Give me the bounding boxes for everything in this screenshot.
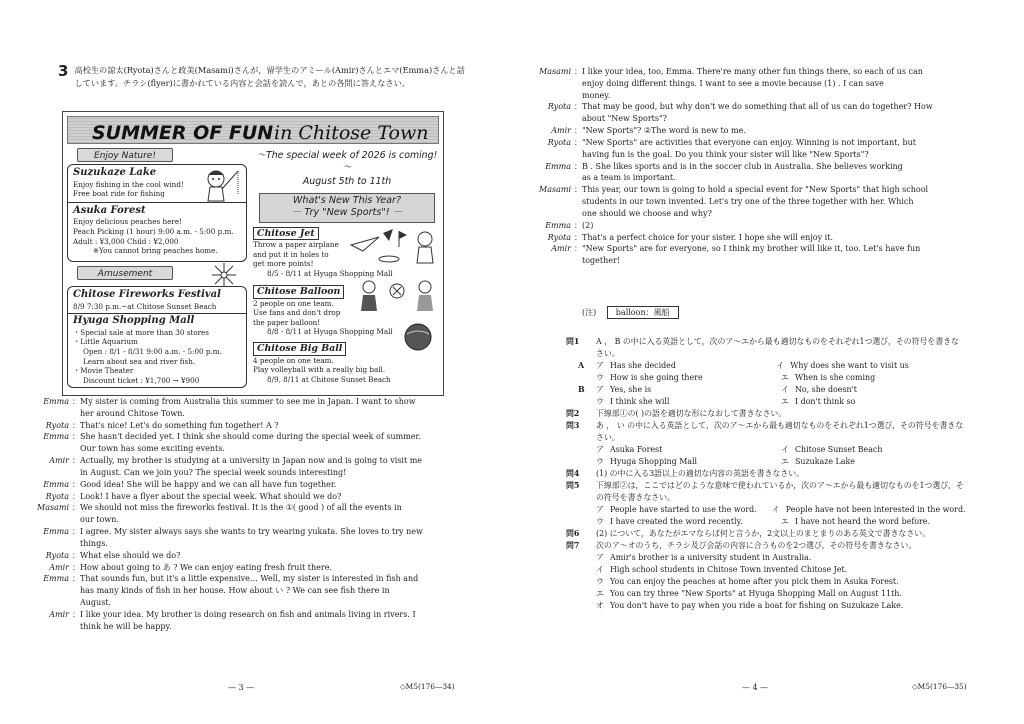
q1a-row1: A ア Has she decided イ Why does she want to visit us <box>566 360 966 372</box>
dialogue-line: Ryota ： That's nice! Let's do something fun together! A ? <box>10 420 450 432</box>
utterance: money. <box>582 90 611 100</box>
utterance: "New Sports" are for everyone, so I think my brother will like it, too. Let's have fun <box>582 244 921 254</box>
utterance: How about going to あ ? We can enjoy eating fresh fruit there. <box>80 562 332 572</box>
utterance: Our town has some exciting events. <box>80 444 225 454</box>
whats-new-sub: － Try "New Sports"! － <box>291 207 403 219</box>
question-intro <box>58 64 468 89</box>
choice-key: ア <box>596 445 604 455</box>
q3-row2 <box>566 456 966 468</box>
choice-text: How is she going there <box>610 373 703 383</box>
choice-text: Has she decided <box>610 361 676 371</box>
event-chitose-jet <box>253 227 441 279</box>
note <box>582 306 679 319</box>
q5 <box>566 480 966 504</box>
speaker <box>10 467 72 479</box>
balloon-when: 8/8 - 8/11 at Hyuga Shopping Mall <box>267 327 393 337</box>
choice-text: Yes, she is <box>610 385 652 395</box>
nature-box <box>67 164 247 262</box>
utterance: B . She likes sports and is in the soccer club in Australia. She believes working <box>582 161 903 171</box>
mall-line: Discount ticket : ¥1,700 → ¥900 <box>83 375 200 385</box>
fireworks-title: Chitose Fireworks Festival <box>73 289 221 300</box>
choice-key: イ <box>781 445 789 455</box>
q1b-row1: B ア Yes, she is イ No, she doesn't <box>566 384 966 396</box>
speaker <box>10 621 72 633</box>
speaker: Amir <box>49 562 69 572</box>
mall-line: ・Movie Theater <box>73 366 134 376</box>
dialogue-line <box>10 443 450 455</box>
q5-row2 <box>566 516 966 528</box>
intro-text: 高校生の諒太(Ryota)さんと政美(Masami)さんが，留学生のアミール(Amir)さんとエマ(Emma)さんと話しています。チラシ(flyer)に書かれている内容と会話を読んで，あとの各問に答えなさい。 <box>74 65 465 88</box>
whats-new-title: What's New This Year? <box>292 194 402 206</box>
utterance: her around Chitose Town. <box>80 408 185 418</box>
utterance: That sounds fun, but it's a little expensive… Well, my sister is interested in fish and <box>80 574 419 584</box>
balloon-line: 2 people on one team. <box>253 298 334 308</box>
speaker: Emma <box>43 397 69 406</box>
balloon-line: the paper balloon! <box>253 317 321 327</box>
speaker: Emma <box>43 479 69 489</box>
dialogue-line: Amir ： How about going to あ ? We can enjoy eating fresh fruit there. <box>10 562 450 574</box>
dialogue-line: Ryota ： "New Sports" are activities that everyone can enjoy. Winning is not important, but <box>512 137 970 149</box>
utterance: in August. Can we join you? The special week sounds interesting! <box>80 467 347 477</box>
choice-text: People have not been interested in the word. <box>785 505 966 515</box>
questions <box>566 336 966 612</box>
choice-key: ウ <box>596 517 604 527</box>
dialogue-line: Emma ： I agree. My sister always says she wants to try wearing yukata. She loves to try new <box>10 526 450 538</box>
dialogue-line: Amir ： "New Sports" are for everyone, so I think my brother will like it, too. Let's have fun <box>512 243 970 255</box>
q7-choice <box>566 576 966 588</box>
choice-key: エ <box>781 517 789 527</box>
choice-key: エ <box>781 397 789 407</box>
speaker <box>10 514 72 526</box>
utterance: Good idea! She will be happy and we can all have fun together. <box>80 479 337 489</box>
q3-text: あ ， い の中に入る英語として，次のア～エから最も適切なものをそれぞれ1つ選び，その符号を書きなさい。 <box>596 421 964 443</box>
choice-key: エ <box>596 589 604 599</box>
banner-subtitle: in Chitose Town <box>274 122 429 144</box>
utterance: That may be good, but why don't we do something that all of us can do together? How <box>582 102 933 112</box>
choice-text: You don't have to pay when you ride a boat for fishing on Suzukaze Lake. <box>610 601 904 611</box>
speaker: Emma <box>43 527 69 537</box>
q5-text: 下線部②は，ここではどのような意味で使われているか，次のア～エから最も適切なものを1つ選び，その符号を書きなさい。 <box>596 481 964 503</box>
choice-text: High school students in Chitose Town invented Chitose Jet. <box>610 565 848 575</box>
mall-line: ・Little Aquarium <box>73 337 138 347</box>
speaker: Masami <box>37 503 69 513</box>
forest-line: Enjoy delicious peaches here! <box>73 217 182 227</box>
utterance: students in our town invented. Let's try one of the three together with her. Which <box>582 197 914 207</box>
dialogue-line: Emma ： (2) <box>512 220 970 232</box>
speaker <box>512 149 574 161</box>
choice-key: ウ <box>596 577 604 587</box>
q7-text: 次のア～オのうち，チラシ及び会話の内容に合うものを2つ選び，その符号を書きなさい。 <box>596 541 917 551</box>
q7-choice <box>566 588 966 600</box>
utterance: has many kinds of fish in her house. How about い ? We can see fish there in <box>80 586 390 596</box>
choice-text: People have started to use the word. <box>610 505 757 515</box>
dialogue-line: Ryota ： What else should we do? <box>10 550 450 562</box>
dialogue-line: Masami ： I like your idea, too, Emma. There're many other fun things there, so each of us can <box>512 66 970 78</box>
q1 <box>566 336 966 360</box>
amusement-box <box>67 286 247 388</box>
utterance: This year, our town is going to hold a special event for "New Sports" that high school <box>582 185 929 195</box>
flyer-right-column <box>253 148 441 385</box>
choice-text: Hyuga Shopping Mall <box>610 457 698 467</box>
paper-airplane-icon <box>349 227 439 267</box>
speaker <box>10 585 72 597</box>
note-label: (注) <box>582 308 597 317</box>
bigball-line: Play volleyball with a really big ball. <box>253 365 386 375</box>
mall-line: Learn about sea and river fish. <box>83 356 196 366</box>
speaker <box>512 255 574 267</box>
choice-key: ウ <box>596 457 604 467</box>
speaker <box>10 597 72 609</box>
dialogue-line <box>10 467 450 479</box>
q3-label: 問3 <box>566 421 580 431</box>
choice-text: You can enjoy the peaches at home after you pick them in Asuka Forest. <box>610 577 899 587</box>
balloon-players-icon <box>357 277 441 321</box>
balloon-title: Chitose Balloon <box>253 285 344 299</box>
speaker: Ryota <box>45 420 69 430</box>
speaker <box>10 443 72 455</box>
utterance: one should we choose and why? <box>582 208 712 218</box>
choice-key: イ <box>776 361 785 371</box>
lake-line: Enjoy fishing in the cool wind! <box>73 179 184 189</box>
choice-text: Suzukaze Lake <box>795 457 855 467</box>
choice-text: You can try three "New Sports" at Hyuga Shopping Mall on August 11th. <box>610 589 902 599</box>
utterance: What else should we do? <box>80 550 181 560</box>
speaker: Amir <box>49 456 69 466</box>
q6-text: (2) について，あなたがエマならば何と言うか，2文以上のまとまりのある英文で書きなさい。 <box>596 529 931 539</box>
dialogue-line <box>512 172 970 184</box>
dialogue-line <box>10 597 450 609</box>
choice-key: ア <box>596 553 604 563</box>
question-number: 3 <box>58 62 69 80</box>
speaker: Ryota <box>547 232 571 242</box>
speaker <box>10 538 72 550</box>
q2-label: 問2 <box>566 409 580 419</box>
choice-text: Asuka Forest <box>610 445 663 455</box>
dialogue-line: Emma ： She hasn't decided yet. I think she should come during the special week of summer. <box>10 431 450 443</box>
special-week-line: ～The special week of 2026 is coming!～ <box>256 150 438 174</box>
q1a-row2 <box>566 372 966 384</box>
tag-enjoy-nature: Enjoy Nature! <box>77 148 173 162</box>
utterance: together! <box>582 256 621 266</box>
utterance: That's a perfect choice for your sister. I hope she will enjoy it. <box>582 232 833 242</box>
jet-line: Throw a paper airplane <box>253 240 339 250</box>
choice-key: イ <box>771 505 780 515</box>
dialogue-line: Masami ： This year, our town is going to hold a special event for "New Sports" that high school <box>512 184 970 196</box>
dialogue-line <box>512 78 970 90</box>
q4-text: (1) の中に入る3語以上の適切な内容の英語を書きなさい。 <box>596 469 805 479</box>
forest-line: Adult : ¥3,000 Child : ¥2,000 <box>73 236 179 246</box>
q1b-row2 <box>566 396 966 408</box>
q6-label: 問6 <box>566 529 580 539</box>
fishing-illustration-icon <box>198 167 240 205</box>
jet-when: 8/5 - 8/11 at Hyuga Shopping Mall <box>267 268 393 278</box>
dialogue-line <box>10 514 450 526</box>
utterance: "New Sports" are activities that everyone can enjoy. Winning is not important, but <box>582 137 916 147</box>
choice-key: エ <box>781 373 789 383</box>
note-text: balloon：風船 <box>607 306 679 319</box>
dialogue-line <box>10 621 450 633</box>
utterance: I like your idea. My brother is doing research on fish and animals living in rivers. I <box>80 609 416 619</box>
dialogue-line <box>512 90 970 102</box>
big-ball-icon <box>403 322 433 352</box>
flyer <box>62 111 444 396</box>
speaker: Masami <box>539 185 571 195</box>
utterance: Actually, my brother is studying at a university in Japan now and is going to visit me <box>80 456 423 466</box>
q7-choice <box>566 564 966 576</box>
speaker <box>512 113 574 125</box>
dialogue-line <box>512 208 970 220</box>
speaker: Ryota <box>547 137 571 147</box>
dialogue-left <box>10 396 450 633</box>
mall-line: ・Special sale at more than 30 stores <box>73 327 209 337</box>
utterance: My sister is coming from Australia this summer to see me in Japan. I want to show <box>80 397 416 406</box>
choice-text: I don't think so <box>795 397 856 407</box>
dialogue-line: Ryota ： Look! I have a flyer about the special week. What should we do? <box>10 491 450 503</box>
page-number: — 4 — <box>742 683 769 692</box>
q7-choice <box>566 600 966 612</box>
speaker <box>512 90 574 102</box>
page-number: — 3 — <box>228 683 255 692</box>
choice-key: ウ <box>596 397 604 407</box>
jet-line: get more points! <box>253 259 314 269</box>
fireworks-icon <box>209 262 239 288</box>
choice-key: オ <box>596 601 604 611</box>
speaker: Emma <box>545 220 571 230</box>
utterance: (2) <box>582 220 594 230</box>
choice-text: When is she coming <box>795 373 876 383</box>
choice-text: I have created the word recently. <box>610 517 743 527</box>
speaker: Ryota <box>547 102 571 112</box>
utterance: things. <box>80 538 108 548</box>
utterance: having fun is the goal. Do you think your sister will like "New Sports"? <box>582 149 869 159</box>
q1-label: 問1 <box>566 337 580 346</box>
utterance: Look! I have a flyer about the special week. What should we do? <box>80 491 342 501</box>
balloon-line: Use fans and don't drop <box>253 308 341 318</box>
lake-title: Suzukaze Lake <box>73 167 157 178</box>
bigball-when: 8/9, 8/11 at Chitose Sunset Beach <box>267 374 391 384</box>
utterance: think he will be happy. <box>80 621 172 631</box>
dialogue-line: Masami ： We should not miss the fireworks festival. It is the ①( good ) of all the events in <box>10 502 450 514</box>
q5-row1 <box>566 504 966 516</box>
exam-code: ◇M5(176—35) <box>912 682 967 691</box>
q5-label: 問5 <box>566 481 580 491</box>
choice-key: エ <box>781 457 789 467</box>
dialogue-line <box>10 408 450 420</box>
fireworks-line: 8/9 7:30 p.m.~at Chitose Sunset Beach <box>73 301 217 311</box>
speaker: Amir <box>551 126 571 136</box>
dialogue-line: Ryota ： That's a perfect choice for your sister. I hope she will enjoy it. <box>512 232 970 244</box>
dialogue-line <box>512 149 970 161</box>
utterance: That's nice! Let's do something fun together! A ? <box>80 420 279 430</box>
dialogue-line <box>512 113 970 125</box>
choice-text: Amir's brother is a university student in Australia. <box>610 553 812 563</box>
banner-title: SUMMER OF FUN <box>92 122 274 144</box>
speaker <box>512 78 574 90</box>
dialogue-line: Emma ： B . She likes sports and is in the soccer club in Australia. She believes working <box>512 161 970 173</box>
choice-text: Why does she want to visit us <box>790 361 909 371</box>
utterance: as a team is important. <box>582 173 676 183</box>
dialogue-line: Amir ： I like your idea. My brother is doing research on fish and animals living in rivers. I <box>10 609 450 621</box>
mall-line: Open : 8/1 - 8/31 9:00 a.m. - 5:00 p.m. <box>83 346 222 356</box>
q7-label: 問7 <box>566 541 580 551</box>
choice-key: ア <box>596 385 604 395</box>
bigball-title: Chitose Big Ball <box>253 342 346 356</box>
dialogue-line: Emma ： That sounds fun, but it's a little expensive… Well, my sister is interested in fish and <box>10 573 450 585</box>
q7 <box>566 540 966 552</box>
choice-text: I think she will <box>610 397 670 407</box>
forest-title: Asuka Forest <box>73 204 146 216</box>
speaker: Amir <box>49 609 69 619</box>
utterance: August. <box>80 598 112 608</box>
speaker: Amir <box>551 244 571 254</box>
choice-key: ア <box>596 361 604 371</box>
utterance: She hasn't decided yet. I think she should come during the special week of summer. <box>80 432 421 442</box>
utterance: "New Sports"? ②The word is new to me. <box>582 126 746 136</box>
mall-title: Hyuga Shopping Mall <box>73 315 195 327</box>
bigball-line: 4 people on one team. <box>253 355 334 365</box>
choice-text: I have not heard the word before. <box>795 517 930 527</box>
dialogue-line: Ryota ： That may be good, but why don't we do something that all of us can do together? How <box>512 101 970 113</box>
event-chitose-big-ball <box>253 342 441 385</box>
speaker: Masami <box>539 67 571 76</box>
choice-key: イ <box>781 385 789 395</box>
flyer-left-column <box>67 148 247 388</box>
speaker <box>512 196 574 208</box>
dialogue-line: Amir ： Actually, my brother is studying at a university in Japan now and is going to visit me <box>10 455 450 467</box>
utterance: our town. <box>80 515 119 525</box>
dialogue-line <box>512 255 970 267</box>
exam-code: ◇M5(176—34) <box>400 682 455 691</box>
forest-line: ※You cannot bring peaches home. <box>93 246 218 256</box>
q4-label: 問4 <box>566 469 580 479</box>
utterance: about "New Sports"? <box>582 114 667 124</box>
choice-key: ア <box>596 505 604 515</box>
choice-key: イ <box>596 565 604 575</box>
q7-choice <box>566 552 966 564</box>
special-week-dates: August 5th to 11th <box>302 176 392 188</box>
choice-key: ウ <box>596 373 604 383</box>
whats-new-banner <box>259 193 435 223</box>
speaker: Ryota <box>45 491 69 501</box>
dialogue-line: Amir ： "New Sports"? ②The word is new to me. <box>512 125 970 137</box>
dialogue-line <box>512 196 970 208</box>
utterance: enjoy doing different things. I want to see a movie because (1) . I can save <box>582 78 884 88</box>
flyer-banner <box>67 116 439 144</box>
q2-text: 下線部①の( )の語を適切な形になおして書きなさい。 <box>596 409 787 419</box>
speaker: Emma <box>43 574 69 584</box>
utterance: We should not miss the fireworks festival. It is the ①( good ) of all the events in <box>80 503 402 513</box>
q4 <box>566 468 966 480</box>
jet-title: Chitose Jet <box>253 227 319 241</box>
speaker <box>512 172 574 184</box>
q6 <box>566 528 966 540</box>
choice-text: No, she doesn't <box>795 385 857 395</box>
dialogue-line: Emma ： Good idea! She will be happy and we can all have fun together. <box>10 479 450 491</box>
forest-line: Peach Picking (1 hour) 9:00 a.m. - 5:00 p.m. <box>73 226 234 236</box>
q2 <box>566 408 966 420</box>
speaker <box>512 208 574 220</box>
speaker <box>10 408 72 420</box>
dialogue-line <box>10 538 450 550</box>
speaker: Emma <box>545 161 571 171</box>
dialogue-line <box>10 585 450 597</box>
utterance: I agree. My sister always says she wants to try wearing yukata. She loves to try new <box>80 527 423 537</box>
speaker: Emma <box>43 432 69 442</box>
q1-text: A ， B の中に入る英語として，次のア～エから最も適切なものをそれぞれ1つ選び，その符号を書きなさい。 <box>596 337 959 359</box>
speaker: Ryota <box>45 550 69 560</box>
lake-line: Free boat ride for fishing <box>73 189 165 199</box>
tag-amusement: Amusement <box>77 266 173 280</box>
utterance: I like your idea, too, Emma. There're many other fun things there, so each of us can <box>582 67 923 76</box>
dialogue-line: Emma ： My sister is coming from Australia this summer to see me in Japan. I want to show <box>10 396 450 408</box>
jet-line: and put it in holes to <box>253 249 329 259</box>
dialogue-right <box>512 66 970 267</box>
q3-row1 <box>566 444 966 456</box>
q3 <box>566 420 966 444</box>
choice-text: Chitose Sunset Beach <box>795 445 883 455</box>
